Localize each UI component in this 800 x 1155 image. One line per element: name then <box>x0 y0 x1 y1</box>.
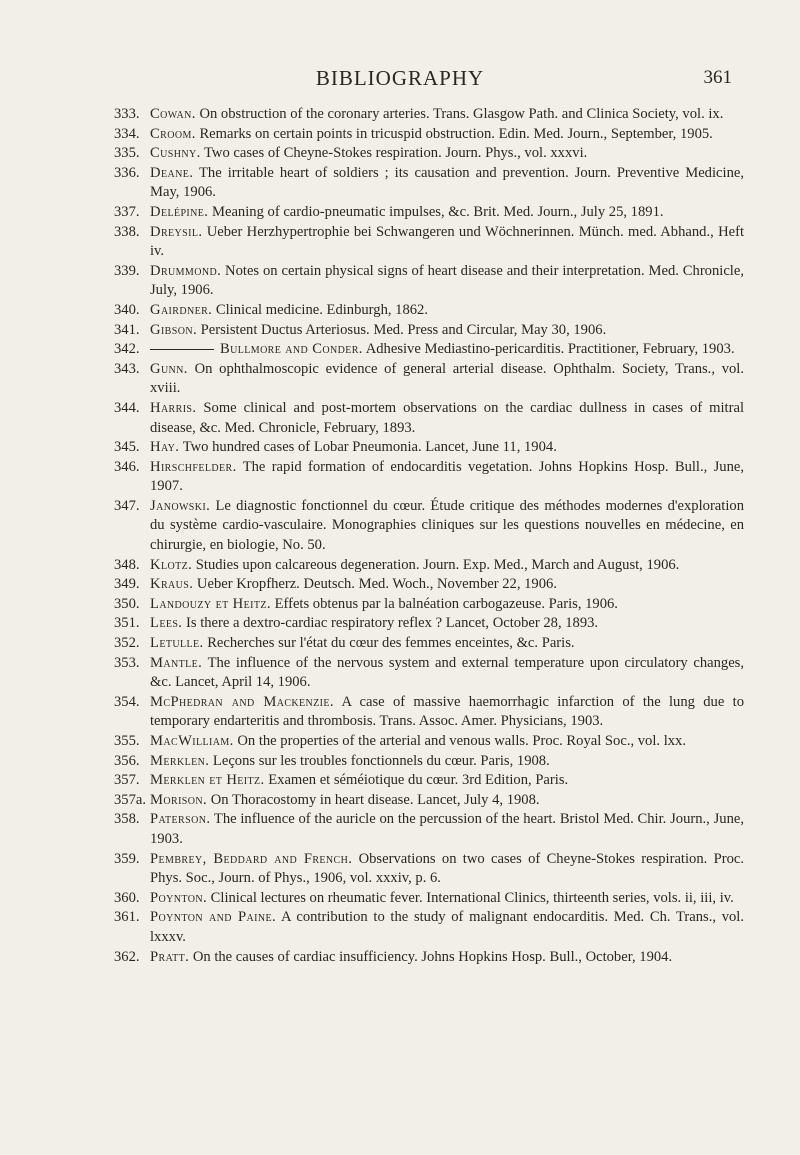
entry-author: Bullmore and Conder. <box>220 341 363 358</box>
entry-number: 335. <box>114 145 140 162</box>
bibliography-entry <box>0 497 800 556</box>
bibliography-entry <box>0 262 800 301</box>
running-title: BIBLIOGRAPHY <box>315 66 485 90</box>
entry-text: Remarks on certain points in tricuspid obstruction. Edin. Med. Journ., September, 1905. <box>199 125 713 142</box>
entry-text: On the properties of the arterial and venous walls. Proc. Royal Soc., vol. lxx. <box>237 733 687 749</box>
bibliography-entry <box>0 458 800 497</box>
entry-text: Clinical medicine. Edinburgh, 1862. <box>215 301 429 318</box>
entry-number: 350. <box>114 595 140 612</box>
entry-text: Two hundred cases of Lobar Pneumonia. Lancet, June 11, 1904. <box>182 439 557 456</box>
bibliography-entry <box>0 810 800 849</box>
entry-text: Leçons sur les troubles fonctionnels du cœur. Paris, 1908. <box>212 752 550 769</box>
entry-number: 355. <box>114 733 140 749</box>
entry-author: Gairdner. <box>150 301 213 318</box>
entry-author: Pratt. <box>150 948 190 965</box>
entry-text: A case of massive haemorrhagic infarction of the lung due to temporary endarteritis and thrombosis. Trans. Assoc. Amer. Physicians, 1903. <box>150 693 744 730</box>
entry-author: Mantle. <box>150 654 203 671</box>
entry-author: Landouzy et Heitz. <box>150 595 271 612</box>
page-number: 361 <box>703 67 732 88</box>
bibliography-entry <box>0 791 800 811</box>
entry-number: 347. <box>114 497 140 514</box>
bibliography-list <box>0 105 800 967</box>
entry-author: Croom. <box>150 125 196 142</box>
entry-author: Pembrey, Beddard and French. <box>150 850 353 867</box>
entry-number: 337. <box>114 203 140 220</box>
entry-author: Poynton. <box>150 889 208 906</box>
entry-number: 348. <box>114 556 140 573</box>
entry-text: Le diagnostic fonctionnel du cœur. Étude critique des méthodes modernes d'exploration du système cardio-vasculaire. Monographies cliniques sur les questions nouvelles en médecine, en chirurgie, en biologie, No. 50. <box>150 497 744 554</box>
entry-number: 351. <box>114 615 140 632</box>
bibliography-entry <box>0 771 800 791</box>
entry-text: Recherches sur l'état du cœur des femmes enceintes, &c. Paris. <box>207 635 575 652</box>
entry-number: 340. <box>114 301 140 318</box>
entry-text: On Thoracostomy in heart disease. Lancet, July 4, 1908. <box>210 791 540 808</box>
bibliography-entry <box>0 144 800 164</box>
entry-text: The rapid formation of endocarditis vegetation. Johns Hopkins Hosp. Bull., June, 1907. <box>150 458 745 495</box>
bibliography-entry <box>0 360 800 399</box>
entry-author: Paterson. <box>150 811 211 828</box>
bibliography-entry <box>0 595 800 615</box>
entry-number: 341. <box>114 321 140 338</box>
bibliography-entry <box>0 614 800 634</box>
entry-author: Deane. <box>150 164 194 181</box>
entry-text: Examen et séméiotique du cœur. 3rd Edition, Paris. <box>268 772 569 789</box>
entry-author: Merklen. <box>150 752 210 769</box>
entry-author: Morison. <box>150 791 208 808</box>
bibliography-entry <box>0 908 800 947</box>
bibliography-entry <box>0 340 800 360</box>
entry-number: 345. <box>114 439 140 456</box>
bibliography-entry <box>0 948 800 968</box>
entry-author: Kraus. <box>150 576 194 593</box>
bibliography-entry <box>0 732 800 752</box>
entry-text: The influence of the auricle on the percussion of the heart. Bristol Med. Chir. Journ., June, 1903. <box>150 811 745 847</box>
entry-number: 344. <box>114 399 140 416</box>
entry-author: Harris. <box>150 399 197 416</box>
entry-author: Dreysil. <box>150 223 203 240</box>
entry-author: Cowan. <box>150 106 196 122</box>
entry-author: MacWilliam. <box>150 733 234 749</box>
entry-author: Gunn. <box>150 360 188 377</box>
entry-author: Cushny. <box>150 145 201 162</box>
bibliography-entry <box>0 164 800 203</box>
entry-text: Effets obtenus par la balnéation carbogazeuse. Paris, 1906. <box>274 595 618 612</box>
entry-number: 353. <box>114 654 140 671</box>
entry-text: Some clinical and post-mortem observations on the cardiac dullness in cases of mitral disease, &c. Med. Chronicle, February, 1893. <box>150 399 745 436</box>
bibliography-entry <box>0 301 800 321</box>
entry-number: 334. <box>114 125 140 142</box>
entry-number: 352. <box>114 635 140 652</box>
entry-text: Clinical lectures on rheumatic fever. International Clinics, thirteenth series, vols. ii, iii, iv. <box>210 889 734 906</box>
entry-text: Ueber Kropfherz. Deutsch. Med. Woch., November 22, 1906. <box>196 576 557 593</box>
bibliography-entry <box>0 850 800 889</box>
entry-author: Letulle. <box>150 635 204 652</box>
ditto-dash <box>150 349 214 350</box>
bibliography-entry <box>0 438 800 458</box>
entry-text: Meaning of cardio-pneumatic impulses, &c. Brit. Med. Journ., July 25, 1891. <box>212 203 664 220</box>
entry-text: The influence of the nervous system and external temperature upon circulatory changes, &c. Lancet, April 14, 1906. <box>150 654 744 691</box>
bibliography-entry <box>0 321 800 341</box>
entry-text: Persistent Ductus Arteriosus. Med. Press and Circular, May 30, 1906. <box>200 321 607 338</box>
bibliography-entry <box>0 654 800 693</box>
entry-text: Is there a dextro-cardiac respiratory reflex ? Lancet, October 28, 1893. <box>186 615 599 632</box>
entry-author: McPhedran and Mackenzie. <box>150 693 334 710</box>
entry-text: Ueber Herzhypertrophie bei Schwangeren und Wöchnerinnen. Münch. med. Abhand., Heft iv. <box>150 223 744 260</box>
bibliography-entry <box>0 105 800 125</box>
entry-text: On obstruction of the coronary arteries. Trans. Glasgow Path. and Clinica Society, vol. ix. <box>199 106 724 122</box>
entry-text: Two cases of Cheyne-Stokes respiration. Journ. Phys., vol. xxxvi. <box>204 145 588 162</box>
entry-number: 346. <box>114 458 140 475</box>
entry-number: 357. <box>114 772 140 789</box>
bibliography-entry <box>0 125 800 145</box>
bibliography-entry <box>0 223 800 262</box>
entry-number: 362. <box>114 948 140 965</box>
entry-author: Gibson. <box>150 321 197 338</box>
entry-text: Studies upon calcareous degeneration. Journ. Exp. Med., March and August, 1906. <box>195 556 680 573</box>
entry-number: 361. <box>114 909 140 926</box>
entry-text: Observations on two cases of Cheyne-Stokes respiration. Proc. Phys. Soc., Journ. of Phys., 1906, vol. xxxiv, p. 6. <box>150 850 744 887</box>
bibliography-entry <box>0 752 800 772</box>
entry-number: 338. <box>114 223 140 240</box>
bibliography-entry <box>0 556 800 576</box>
entry-author: Hirschfelder. <box>150 458 237 475</box>
bibliography-entry <box>0 693 800 732</box>
entry-text: On ophthalmoscopic evidence of general arterial disease. Ophthalm. Society, Trans., vol. xviii. <box>150 360 744 397</box>
entry-number: 343. <box>114 360 140 377</box>
page-header <box>0 66 800 96</box>
bibliography-entry <box>0 203 800 223</box>
entry-number: 333. <box>114 106 140 122</box>
entry-author: Hay. <box>150 439 180 456</box>
entry-number: 357a. <box>114 791 147 808</box>
entry-number: 339. <box>114 262 140 279</box>
entry-author: Merklen et Heitz. <box>150 772 265 789</box>
entry-number: 336. <box>114 164 140 181</box>
entry-text: A contribution to the study of malignant endocarditis. Med. Ch. Trans., vol. lxxxv. <box>150 909 744 945</box>
entry-number: 360. <box>114 889 140 906</box>
entry-text: The irritable heart of soldiers ; its causation and prevention. Journ. Preventive Medicine, May, 1906. <box>150 164 744 201</box>
entry-author: Delépine. <box>150 203 209 220</box>
entry-number: 354. <box>114 693 140 710</box>
bibliography-entry <box>0 575 800 595</box>
bibliography-entry <box>0 889 800 909</box>
bibliography-entry <box>0 634 800 654</box>
bibliography-entry <box>0 399 800 438</box>
entry-number: 342. <box>114 341 140 358</box>
entry-author: Drummond. <box>150 262 222 279</box>
entry-number: 349. <box>114 576 140 593</box>
entry-author: Janowski. <box>150 497 211 514</box>
entry-number: 356. <box>114 752 140 769</box>
entry-text: Notes on certain physical signs of heart disease and their interpretation. Med. Chronicle, July, 1906. <box>150 262 744 299</box>
entry-number: 359. <box>114 850 140 867</box>
entry-author: Klotz. <box>150 556 193 573</box>
entry-text: Adhesive Mediastino-pericarditis. Practitioner, February, 1903. <box>365 341 735 358</box>
entry-number: 358. <box>114 811 140 828</box>
entry-author: Lees. <box>150 615 183 632</box>
entry-text: On the causes of cardiac insufficiency. Johns Hopkins Hosp. Bull., October, 1904. <box>192 948 673 965</box>
entry-author: Poynton and Paine. <box>150 909 277 926</box>
